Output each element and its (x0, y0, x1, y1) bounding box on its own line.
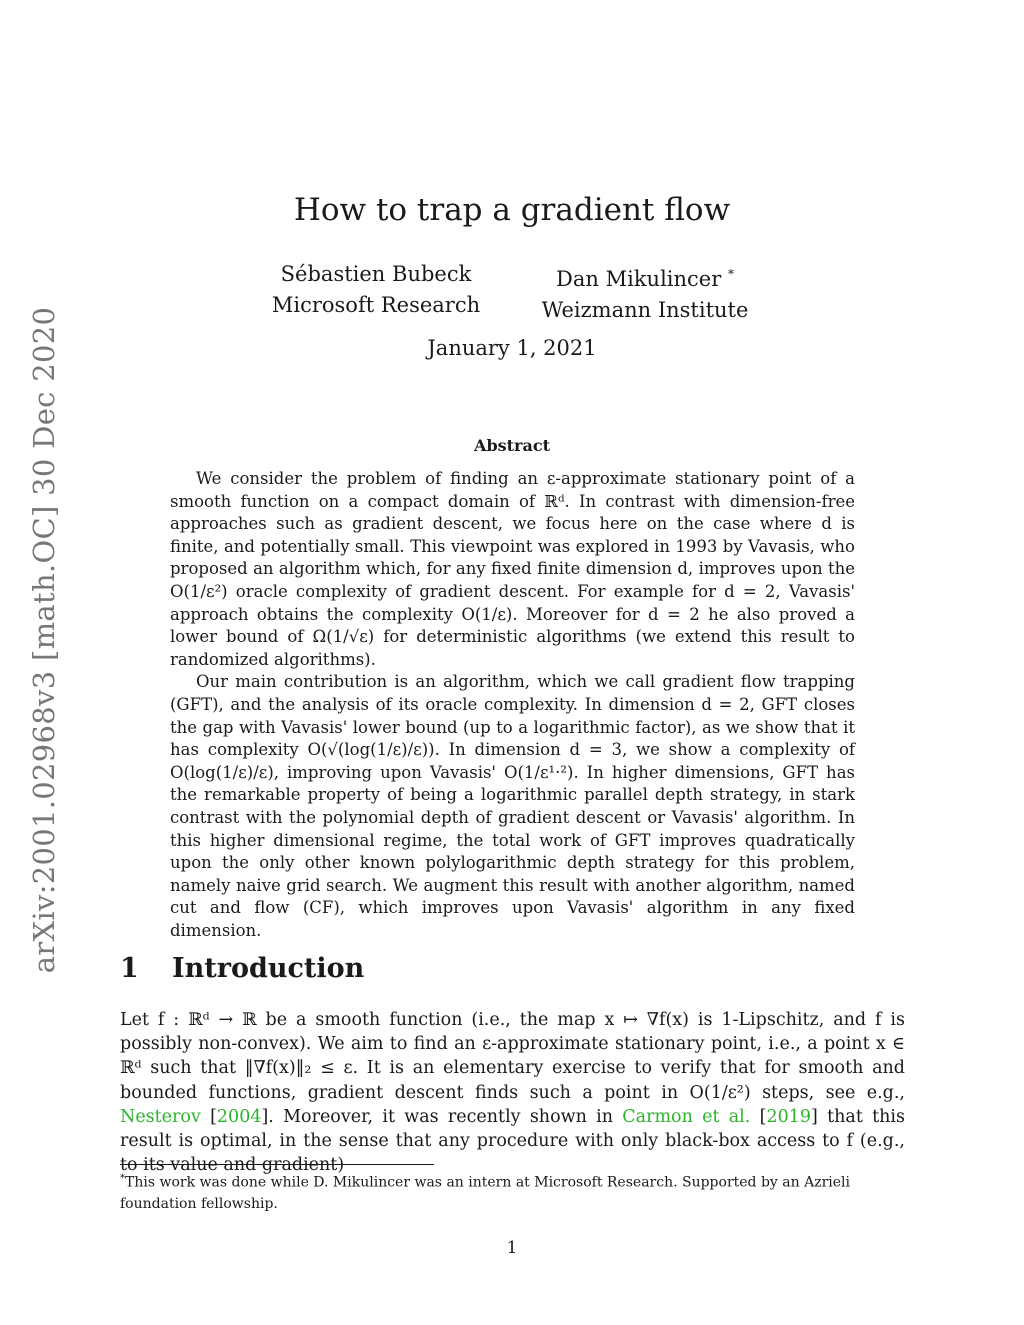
author-affiliation: Microsoft Research (271, 293, 481, 317)
paper-title: How to trap a gradient flow (293, 192, 731, 228)
page-number: 1 (506, 1238, 518, 1258)
author-name-line (530, 259, 760, 295)
footnote-divider (120, 1164, 434, 1165)
abstract-body (170, 468, 855, 942)
abstract-paragraph: We consider the problem of finding an ε-approximate stationary point of a smooth function on a compact domain of ℝᵈ. In contrast with dimension-free approaches such as gradient descent, we focus here on the case where d is finite, and potentially small. This viewpoint was explored in 1993 by Vavasis, who proposed an algorithm which, for any fixed finite dimension d, improves upon the O(1/ε²) oracle complexity of gradient descent. For example for d = 2, Vavasis' approach obtains the complexity O(1/ε). Moreover for d = 2 he also proved a lower bound of Ω(1/√ε) for deterministic algorithms (we extend this result to randomized algorithms). (170, 469, 855, 669)
abstract-paragraph: Our main contribution is an algorithm, which we call gradient flow trapping (GFT), and the analysis of its oracle complexity. In dimension d = 2, GFT closes the gap with Vavasis' lower bound (up to a logarithmic factor), as we show that it has complexity O(√(log(1/ε)/ε)). In dimension d = 3, we show a complexity of O(log(1/ε)/ε), improving upon Vavasis' O(1/ε¹·²). In higher dimensions, GFT has the remarkable property of being a logarithmic parallel depth strategy, in stark contrast with the polynomial depth of gradient descent or Vavasis' algorithm. In this higher dimensional regime, the total work of GFT improves quadratically upon the only other known polylogarithmic depth strategy for this problem, namely naive grid search. We augment this result with another algorithm, named cut and flow (CF), which improves upon Vavasis' algorithm in any fixed dimension. (170, 672, 855, 940)
section-number: 1 (120, 953, 139, 984)
author-name: Dan Mikulincer (556, 267, 722, 291)
intro-paragraph: Let f : ℝᵈ → ℝ be a smooth function (i.e., the map x ↦ ∇f(x) is 1-Lipschitz, and f is possibly non-convex). We aim to find an ε-approximate stationary point, i.e., a point x ∈ ℝᵈ such that ‖∇f(x)‖₂ ≤ ε. It is an elementary exercise to verify that for smooth and bounded functions, gradient descent finds such a point in O(1/ε²) steps, see e.g., Nesterov [2004]. Moreover, it was recently shown in Carmon et al. [2019] that this result is optimal, in the sense that any procedure with only black-box access to f (e.g., to its value and gradient) (120, 1010, 906, 1176)
author-affiliation: Weizmann Institute (541, 298, 749, 322)
section-title: Introduction (172, 953, 365, 984)
footnote-marker: * (120, 1173, 125, 1184)
citation-year[interactable]: 2019 (766, 1106, 811, 1127)
arxiv-identifier-stamp: arXiv:2001.02968v3 [math.OC] 30 Dec 2020 (27, 306, 61, 974)
footnote-marker[interactable]: * (727, 267, 734, 281)
footnote (120, 1168, 905, 1215)
citation-link[interactable]: Carmon et al. (622, 1106, 751, 1127)
citation-link[interactable]: Nesterov (120, 1106, 201, 1127)
author-block (262, 259, 490, 321)
footnote-text: This work was done while D. Mikulincer was an intern at Microsoft Research. Supported by an Azrieli foundation fellowship. (120, 1174, 850, 1212)
abstract-heading: Abstract (474, 436, 550, 455)
author-block (530, 259, 760, 326)
citation-year[interactable]: 2004 (216, 1106, 262, 1127)
paper-date: January 1, 2021 (427, 336, 597, 360)
section-heading (120, 953, 364, 984)
author-name: Sébastien Bubeck (280, 262, 472, 286)
